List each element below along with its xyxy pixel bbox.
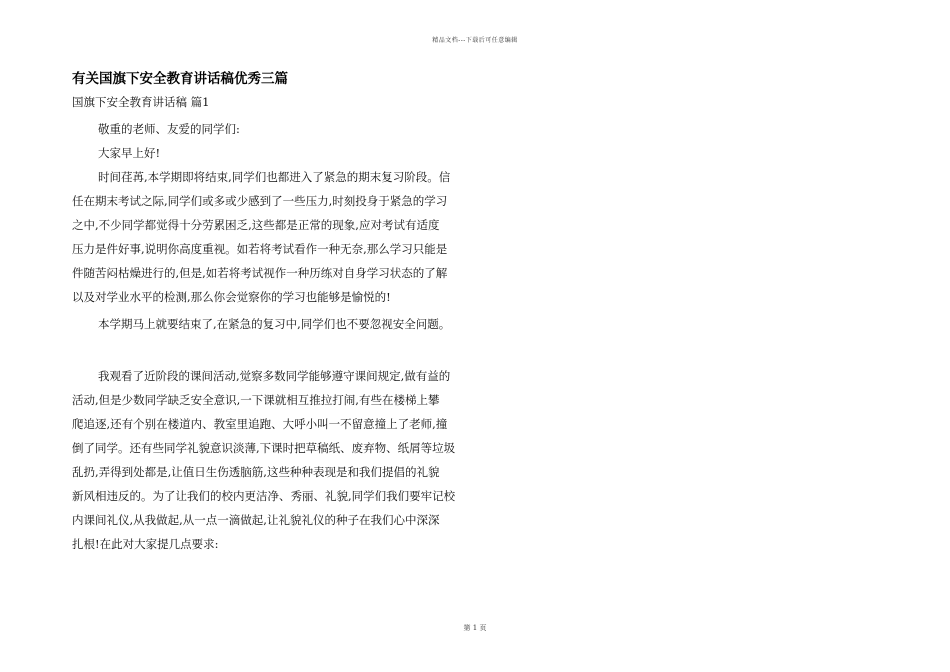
paragraph-3-line-1: 我观看了近阶段的课间活动,觉察多数同学能够遵守课间规定,做有益的 xyxy=(98,369,451,383)
paragraph-3-line-7: 内课间礼仪,从我做起,从一点一滴做起,让礼貌礼仪的种子在我们心中深深 xyxy=(72,513,440,527)
greeting-line: 敬重的老师、友爱的同学们: xyxy=(98,122,240,136)
morning-greeting-line: 大家早上好! xyxy=(98,146,161,160)
paragraph-3-line-8: 扎根!在此对大家提几点要求: xyxy=(72,537,219,551)
paragraph-1-line-5: 件随苦闷枯燥进行的,但是,如若将考试视作一种历练对自身学习状态的了解 xyxy=(72,266,448,280)
paragraph-1-line-2: 任在期末考试之际,同学们或多或少感到了一些压力,时刻投身于紧急的学习 xyxy=(72,194,448,208)
section-title: 国旗下安全教育讲话稿 篇1 xyxy=(72,95,210,109)
paragraph-3-line-2: 活动,但是少数同学缺乏安全意识,一下课就相互推拉打闹,有些在楼梯上攀 xyxy=(72,393,440,407)
paragraph-1-line-3: 之中,不少同学都觉得十分劳累困乏,这些都是正常的现象,应对考试有适度 xyxy=(72,218,440,232)
document-title: 有关国旗下安全教育讲话稿优秀三篇 xyxy=(72,71,288,87)
paragraph-3-line-5: 乱扔,弄得到处都是,让值日生伤透脑筋,这些种种表现是和我们提倡的礼貌 xyxy=(72,465,440,479)
paragraph-1-line-4: 压力是件好事,说明你高度重视。如若将考试看作一种无奈,那么学习只能是 xyxy=(72,242,448,256)
page-number: 第 1 页 xyxy=(463,624,487,632)
paragraph-1-line-6: 以及对学业水平的检测,那么你会觉察你的学习也能够是愉悦的! xyxy=(72,290,391,304)
paragraph-3-line-4: 倒了同学。还有些同学礼貌意识淡薄,下课时把草稿纸、废弃物、纸屑等垃圾 xyxy=(72,441,456,455)
paragraph-3-line-3: 爬追逐,还有个别在楼道内、教室里追跑、大呼小叫一不留意撞上了老师,撞 xyxy=(72,417,448,431)
header-note: 精品文档---下载后可任意编辑 xyxy=(432,37,518,44)
paragraph-2-line-1: 本学期马上就要结束了,在紧急的复习中,同学们也不要忽视安全问题。 xyxy=(98,317,451,331)
paragraph-1-line-1: 时间荏苒,本学期即将结束,同学们也都进入了紧急的期末复习阶段。信 xyxy=(98,170,451,184)
paragraph-3-line-6: 新风相违反的。为了让我们的校内更洁净、秀丽、礼貌,同学们我们要牢记校 xyxy=(72,489,456,503)
